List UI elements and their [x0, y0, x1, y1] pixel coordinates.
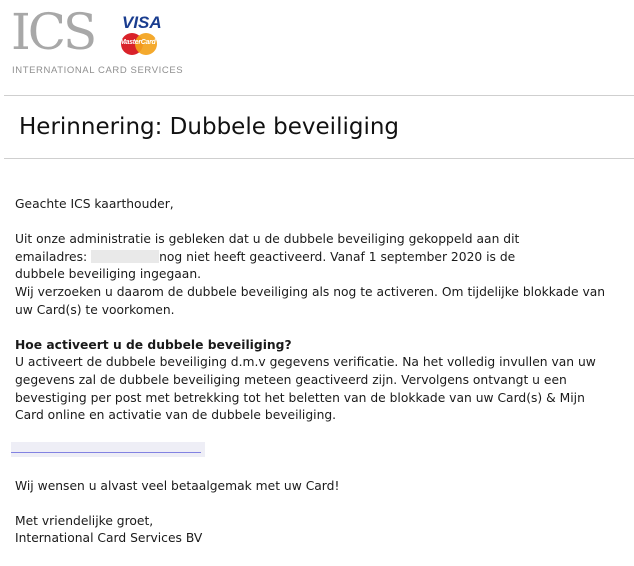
- request-line-2: uw Card(s) te voorkomen.: [15, 302, 175, 317]
- activation-line-1: U activeert de dubbele beveiliging d.m.v gegevens verificatie. Na het volledig invullen van uw: [15, 355, 596, 370]
- activation-line-4: Card online en activatie van de dubbele beveiliging.: [15, 408, 337, 423]
- notice-line-2-start: emailadres:: [15, 249, 88, 264]
- request-line-1: Wij verzoeken u daarom de dubbele beveiliging als nog te activeren. Om tijdelijke blokkade van: [15, 284, 606, 299]
- logo-ics-wordmark: ICS: [11, 3, 95, 61]
- link-row: [15, 442, 625, 460]
- redacted-email-address: [91, 250, 159, 263]
- paragraph-notice: [15, 231, 625, 319]
- redacted-activation-link[interactable]: [11, 442, 205, 457]
- paragraph-activation: [15, 354, 625, 424]
- header-divider-bottom: [4, 158, 634, 159]
- signature-line: International Card Services BV: [15, 531, 203, 546]
- email-title: Herinnering: Dubbele beveiliging: [19, 114, 400, 140]
- logo-subtitle: INTERNATIONAL CARD SERVICES: [12, 65, 184, 76]
- mastercard-logo-icon: [121, 33, 157, 55]
- header-divider-top: [4, 95, 634, 96]
- greeting: Geachte ICS kaarthouder,: [15, 197, 174, 211]
- notice-line-2-end: nog niet heeft geactiveerd. Vanaf 1 september 2020 is de: [159, 249, 516, 264]
- email-body: [15, 196, 625, 548]
- notice-line-1: Uit onze administratie is gebleken dat u de dubbele beveiliging gekoppeld aan dit: [15, 232, 520, 247]
- wish-line: Wij wensen u alvast veel betaalgemak met uw Card!: [15, 478, 340, 493]
- notice-line-3: dubbele beveiliging ingegaan.: [15, 267, 202, 282]
- visa-logo: VISA: [122, 13, 162, 32]
- activation-line-3: bevestiging per post met betrekking tot het beletten van de blokkade van uw Card(s) & Mijn: [15, 390, 585, 405]
- closing-line: Met vriendelijke groet,: [15, 513, 154, 528]
- mastercard-logo-text: MasterCard: [120, 39, 156, 46]
- ics-logo: [11, 3, 184, 76]
- activation-heading: Hoe activeert u de dubbele beveiliging?: [15, 337, 292, 352]
- activation-line-2: gegevens zal de dubbele beveiliging meteen geactiveerd zijn. Vervolgens ontvangt u een: [15, 372, 567, 387]
